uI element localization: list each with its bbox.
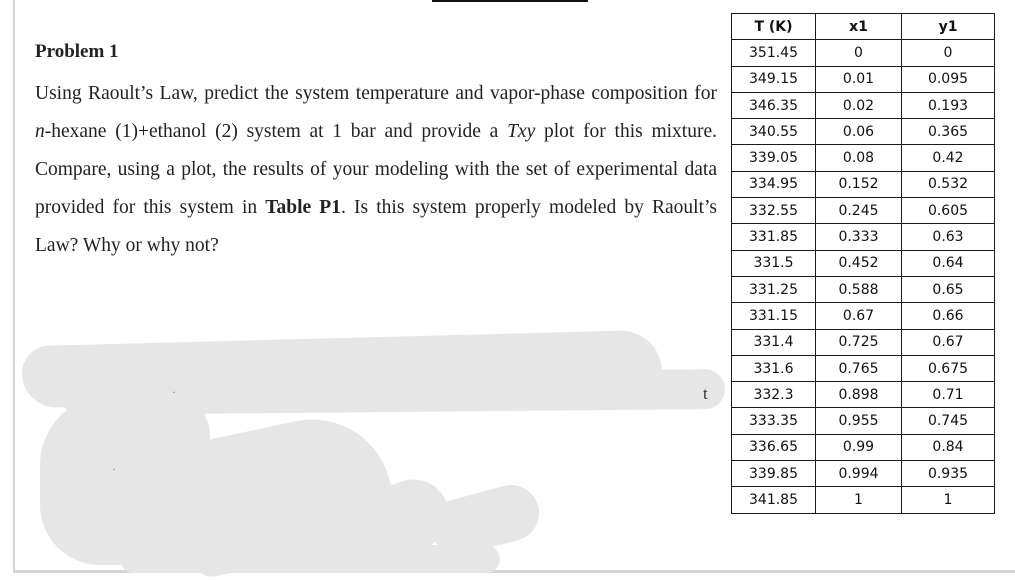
problem-text-1: Using Raoult’s Law, predict the system temperature and vapor-phase composition for <box>35 83 717 104</box>
cell-x1: 0.67 <box>816 303 902 329</box>
table-header-row <box>732 14 995 40</box>
table-row <box>732 408 995 434</box>
cell-temperature: 346.35 <box>732 92 816 118</box>
table-row <box>732 145 995 171</box>
cell-temperature: 331.5 <box>732 250 816 276</box>
table-reference: Table P1 <box>265 197 341 218</box>
table-row <box>732 303 995 329</box>
problem-text-3: plot for this mixture. Compare, using a plot, the results of your modeling with the set of experimental data provided for this system in <box>35 121 717 218</box>
cell-temperature: 349.15 <box>732 66 816 92</box>
cell-y1: 1 <box>902 487 995 513</box>
cell-y1: 0.935 <box>902 461 995 487</box>
cell-x1: 1 <box>816 487 902 513</box>
cell-temperature: 331.4 <box>732 329 816 355</box>
cell-x1: 0.994 <box>816 461 902 487</box>
table-row <box>732 198 995 224</box>
cell-temperature: 339.85 <box>732 461 816 487</box>
cell-y1: 0.193 <box>902 92 995 118</box>
cell-y1: 0.675 <box>902 355 995 381</box>
table-row <box>732 250 995 276</box>
table-row <box>732 487 995 513</box>
problem-text-4: . Is this system properly modeled by Raoult’s Law? Why or why not? <box>35 197 717 256</box>
column-header-y1: y1 <box>902 14 995 40</box>
cell-temperature: 331.6 <box>732 355 816 381</box>
cell-y1: 0.42 <box>902 145 995 171</box>
cell-x1: 0.02 <box>816 92 902 118</box>
ink-speck: · <box>172 385 176 399</box>
table-row <box>732 434 995 460</box>
cell-y1: 0.605 <box>902 198 995 224</box>
table-row <box>732 355 995 381</box>
problem-text-n: n <box>35 121 45 142</box>
table-row <box>732 461 995 487</box>
problem-statement <box>35 75 717 265</box>
cell-x1: 0.333 <box>816 224 902 250</box>
cell-x1: 0.01 <box>816 66 902 92</box>
cell-y1: 0.745 <box>902 408 995 434</box>
table-body <box>732 40 995 513</box>
cell-x1: 0.152 <box>816 171 902 197</box>
redaction-smudge <box>120 545 500 573</box>
cell-y1: 0.67 <box>902 329 995 355</box>
cell-x1: 0.955 <box>816 408 902 434</box>
cell-temperature: 331.25 <box>732 276 816 302</box>
cell-x1: 0 <box>816 40 902 66</box>
cell-temperature: 340.55 <box>732 119 816 145</box>
cell-x1: 0.765 <box>816 355 902 381</box>
problem-text-txy: Txy <box>507 121 536 142</box>
cell-x1: 0.08 <box>816 145 902 171</box>
table-row <box>732 66 995 92</box>
cell-x1: 0.245 <box>816 198 902 224</box>
cell-x1: 0.898 <box>816 382 902 408</box>
cell-temperature: 331.85 <box>732 224 816 250</box>
stray-text: t <box>703 384 708 403</box>
cell-x1: 0.588 <box>816 276 902 302</box>
problem-text-2: -hexane (1)+ethanol (2) system at 1 bar and provide a <box>44 121 508 142</box>
cell-temperature: 336.65 <box>732 434 816 460</box>
table-row <box>732 92 995 118</box>
problem-heading: Problem 1 <box>35 41 119 62</box>
cell-y1: 0.65 <box>902 276 995 302</box>
cell-temperature: 341.85 <box>732 487 816 513</box>
cell-y1: 0.84 <box>902 434 995 460</box>
column-header-temperature: T (K) <box>732 14 816 40</box>
cell-y1: 0.63 <box>902 224 995 250</box>
cell-temperature: 332.55 <box>732 198 816 224</box>
page-left-border <box>13 0 15 573</box>
cell-y1: 0 <box>902 40 995 66</box>
table-row <box>732 276 995 302</box>
column-header-x1: x1 <box>816 14 902 40</box>
table-row <box>732 171 995 197</box>
cell-temperature: 331.15 <box>732 303 816 329</box>
ink-speck: · <box>112 462 116 476</box>
cell-temperature: 351.45 <box>732 40 816 66</box>
table-row <box>732 119 995 145</box>
cell-x1: 0.99 <box>816 434 902 460</box>
header-rule <box>432 0 588 2</box>
cell-y1: 0.532 <box>902 171 995 197</box>
cell-x1: 0.06 <box>816 119 902 145</box>
table-row <box>732 40 995 66</box>
cell-temperature: 332.3 <box>732 382 816 408</box>
cell-y1: 0.365 <box>902 119 995 145</box>
table-row <box>732 224 995 250</box>
cell-y1: 0.64 <box>902 250 995 276</box>
table-row <box>732 382 995 408</box>
cell-y1: 0.66 <box>902 303 995 329</box>
cell-x1: 0.725 <box>816 329 902 355</box>
cell-temperature: 333.35 <box>732 408 816 434</box>
cell-x1: 0.452 <box>816 250 902 276</box>
cell-y1: 0.71 <box>902 382 995 408</box>
cell-temperature: 334.95 <box>732 171 816 197</box>
cell-y1: 0.095 <box>902 66 995 92</box>
table-row <box>732 329 995 355</box>
data-table <box>731 13 995 514</box>
cell-temperature: 339.05 <box>732 145 816 171</box>
